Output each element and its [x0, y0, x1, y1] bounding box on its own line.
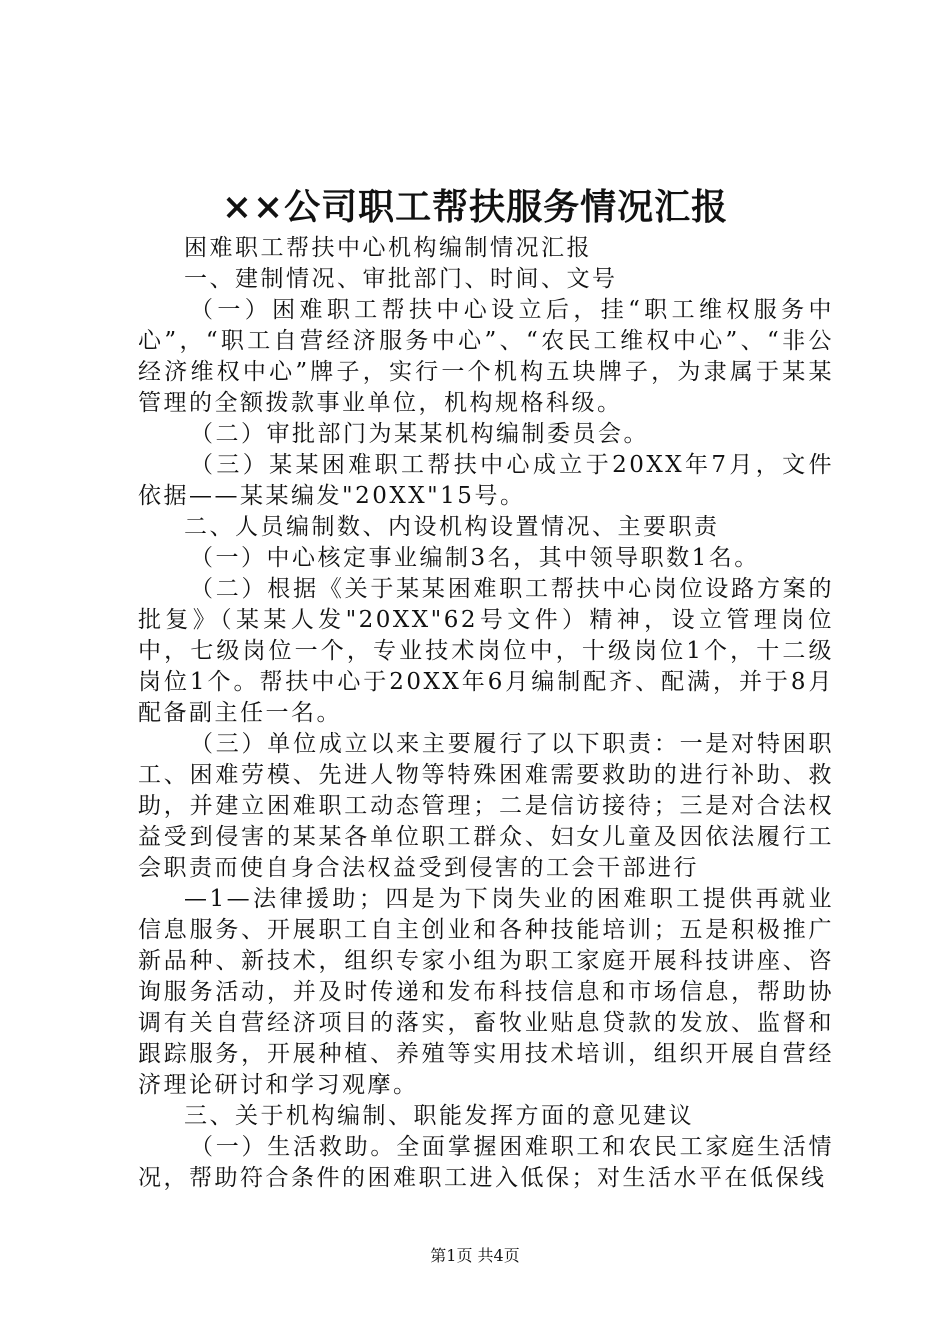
paragraph: 困难职工帮扶中心机构编制情况汇报	[184, 235, 592, 261]
paragraph: 二、人员编制数、内设机构设置情况、主要职责	[184, 514, 720, 540]
paragraph: （三）单位成立以来主要履行了以下职责：一是对特困职工、困难劳模、先进人物等特殊困难需要救助的进行补助、救助，并建立困难职工动态管理；二是信访接待；三是对合法权益受到侵害的某某各单位职工群众、妇女儿童及因依法履行工会职责而使自身合法权益受到侵害的工会干部进行	[138, 731, 834, 881]
document-body	[138, 233, 834, 1194]
paragraph: （一）困难职工帮扶中心设立后，挂“职工维权服务中心”，“职工自营经济服务中心”、“农民工维权中心”、“非公经济维权中心”牌子，实行一个机构五块牌子，为隶属于某某管理的全额拨款事业单位，机构规格科级。	[138, 297, 834, 416]
paragraph: （一）中心核定事业编制3名，其中领导职数1名。	[190, 545, 760, 571]
document-title: ××公司职工帮扶服务情况汇报	[221, 186, 729, 228]
paragraph: （一）生活救助。全面掌握困难职工和农民工家庭生活情况，帮助符合条件的困难职工进入低保；对生活水平在低保线	[138, 1134, 834, 1191]
paragraph: 三、关于机构编制、职能发挥方面的意见建议	[184, 1103, 694, 1129]
paragraph: —1—法律援助；四是为下岗失业的困难职工提供再就业信息服务、开展职工自主创业和各种技能培训；五是积极推广新品种、新技术，组织专家小组为职工家庭开展科技讲座、咨询服务活动，并及时传递和发布科技信息和市场信息，帮助协调有关自营经济项目的落实，畜牧业贴息贷款的发放、监督和跟踪服务，开展种植、养殖等实用技术培训，组织开展自营经济理论研讨和学习观摩。	[138, 886, 834, 1098]
paragraph: （二）根据《关于某某困难职工帮扶中心岗位设路方案的批复》（某某人发"20XX"62号文件）精神，设立管理岗位中，七级岗位一个，专业技术岗位中，十级岗位1个，十二级岗位1个。帮扶中心于20XX年6月编制配齐、配满，并于8月配备副主任一名。	[138, 576, 834, 726]
paragraph: 一、建制情况、审批部门、时间、文号	[184, 266, 618, 292]
paragraph: （二）审批部门为某某机构编制委员会。	[190, 421, 649, 447]
paragraph: （三）某某困难职工帮扶中心成立于20XX年7月，文件依据——某某编发"20XX"15号。	[138, 452, 834, 509]
page-footer: 第1页 共4页	[430, 1246, 520, 1265]
